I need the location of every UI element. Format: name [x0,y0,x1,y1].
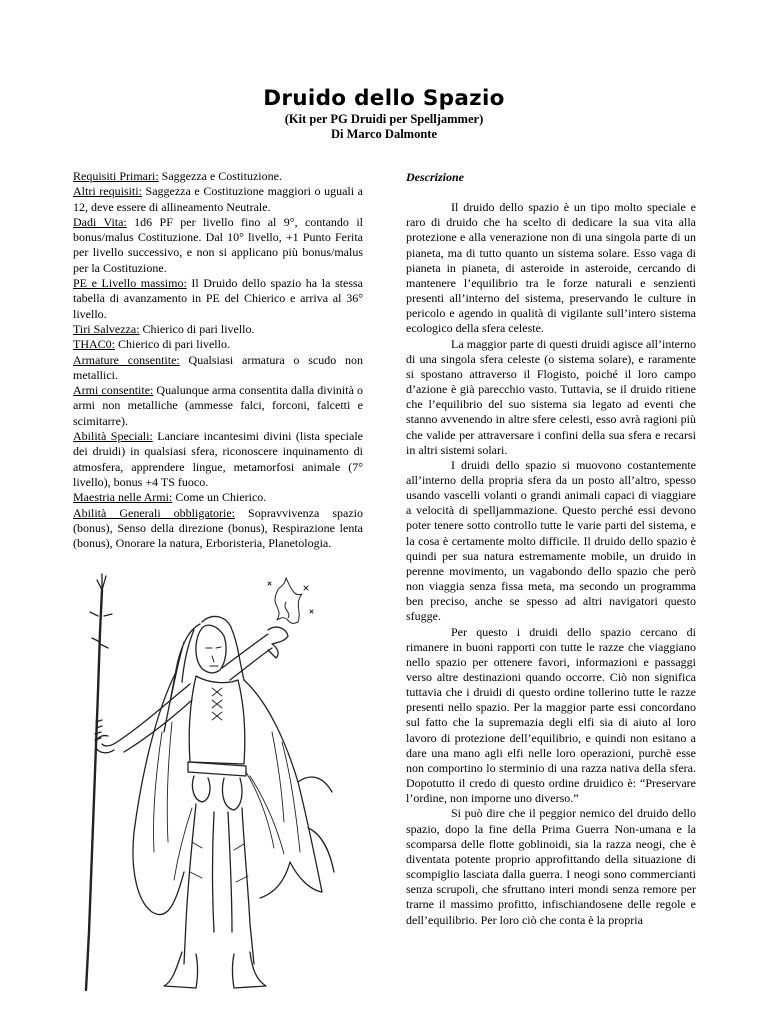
raised-arm [222,634,272,680]
staff-shaft [86,590,102,990]
requirement-label: Tiri Salvezza: [73,321,140,336]
druid-with-staff-illustration [72,572,344,992]
requirement-text: Qualsiasi armatura o scudo non metallici. [73,352,364,382]
left-hand [96,736,114,753]
requirement-weapons [73,383,363,429]
requirement-label: Maestria nelle Armi: [73,490,173,505]
requirement-other [73,184,363,215]
pouches [192,776,242,810]
requirement-text: Saggezza e Costituzione maggiori o uguali a 12, deve essere di allineamento Neutrale. [73,184,364,214]
requirement-text: Sopravvivenza spazio (bonus), Senso della direzione (bonus), Respirazione lenta (bonus), Onorare la natura, Erboristeria, Planetologia. [73,505,363,551]
description-heading: Descrizione [406,170,464,184]
page-title: Druido dello Spazio [263,86,505,111]
requirement-text: Qualunque arma consentita dalla divinità o armi non metalliche (ammesse falci, forconi, falcetti e scimitarre). [73,383,363,428]
requirement-label: Altri requisiti: [73,184,142,199]
face [206,647,221,666]
left-arm [102,684,192,752]
torso [189,676,245,764]
requirement-hit-dice [73,215,363,276]
requirement-weapon-mastery [73,490,363,505]
description-paragraph-3: I druidi dello spazio si muovono costantemente all’interno della propria sfera da un posto all’altro, spesso usando vascelli volanti o grandi animali capaci di viaggiare a velocità di spelljammazione. Questo perché essi devono poter tenere sotto controllo tutte le varie parti del sistema, e la cosa è certamente molto difficile. Il druido dello spazio è quindi per sua natura estremamente mobile, un druido in perenne movimento, un vagabondo dello spazio che però non viaggia senza fissa meta, ma secondo un programma ben preciso, anche se spesso ad altri navigatori questo sfugge. [406,457,696,624]
requirement-label: PE e Livello massimo: [73,276,187,291]
requirement-special-abilities [73,429,363,490]
requirement-label: THAC0: [73,337,115,352]
requirement-general-skills [73,506,363,552]
requirement-label: Abilità Generali obbligatorie: [73,505,235,520]
requirement-label: Abilità Speciali: [73,429,153,444]
chest-lacing [212,688,222,720]
requirement-primary [73,169,363,184]
requirements-column [73,169,363,551]
requirement-label: Requisiti Primari: [73,169,159,183]
description-paragraph-5: Si può dire che il peggior nemico del druido dello spazio, dopo la fine della Prima Guerra Non-umana e la scomparsa delle flotte goblinoidi, sia la razza neogi, che è diventata potente proprio approfittando della situazione di scompiglio lasciata dalla guerra. I neogi sono commercianti senza scrupoli, che sfruttano interi mondi senza remore per trarne il massimo profitto, infischiandosene delle regole e dell’equilibrio. Per loro ciò che conta è la propria [406,806,696,927]
requirement-thac0 [73,337,363,352]
boots [164,952,266,988]
requirement-saving-throws [73,322,363,337]
requirement-label: Armi consentite: [73,383,154,398]
requirement-text: Chierico di pari livello. [115,337,230,352]
requirement-text: Come un Chierico. [172,490,267,505]
requirement-text: 1d6 PF per livello fino al 9°, contando il bonus/malus Costituzione. Dal 10° livello, +1 Punto Ferita per livello successivo, e non si applicano più bonus/malus per la Costituzione. [73,214,363,275]
requirement-text: Saggezza e Costituzione. [158,169,282,183]
trouser-folds [190,842,248,882]
requirement-text: Lanciare incantesimi divini (lista speciale dei druidi) in qualsiasi sfera, riconoscere inquinamento di atmosfera, apprendere lingue, metamorfosi animale (7° livello), bonus +4 TS fuoco. [73,429,363,489]
requirement-text: Il Druido dello spazio ha la stessa tabella di avanzamento in PE del Chierico e arriva al 36° livello. [73,276,363,321]
raised-hand [268,627,288,658]
requirement-xp-level [73,276,363,322]
legs [184,804,254,964]
requirement-armor [73,353,363,384]
cloak [133,672,334,915]
requirement-text: Chierico di pari livello. [139,321,255,336]
description-paragraph-4: Per questo i druidi dello spazio cercano di rimanere in buoni rapporti con tutte le razze che viaggiano nello spazio per ottenere favori, informazioni e passaggi verso altre destinazioni quando occorre. Ciò non significa tuttavia che i druidi di questo ordine tollerino tutte le razze presenti nello spazio. Per la maggior parte essi concordano sul fatto che la supremazia degli elfi sia di aiuto al loro lavoro di protezione dell’equilibrio, e quindi non esitano a dare una mano agli elfi nelle loro operazioni, purchè esse non comportino lo sterminio di una razza nativa della sfera. Dopotutto il credo di questo ordine druidico è: “Preservare l’ordine, non imporne uno diverso.” [406,624,696,806]
description-column [406,170,696,928]
page-subtitle: (Kit per PG Druidi per Spelljammer) [284,112,484,126]
cloak-folds [153,722,300,852]
flame-icon [275,578,302,623]
description-paragraph-1: Il druido dello spazio è un tipo molto speciale e raro di druido che ha scelto di dedicare la sua vita alla protezione e alla venerazione non di una singola parte di un pianeta, ma di tutto quanto un sistema solare. Esso vaga di pianeta in pianeta, di asteroide in asteroide, cercando di mantenere l’equilibrio tra le forze naturali e senzienti presenti all’interno del sistema, preservando le culture in pericolo e agendo in qualità di vigilante sull’intero sistema ecologico della sfera celeste. [406,200,696,336]
author-line: Di Marco Dalmonte [331,127,437,141]
requirement-label: Armature consentite: [73,352,180,367]
description-paragraph-2: La maggior parte di questi druidi agisce all’interno di una singola sfera celeste (o sistema solare), e raramente si spostano attraverso il Flogisto, poiché il loro campo d’azione è già parecchio vasto. Tuttavia, se il druido ritiene che l’equilibrio del suo sistema sia legato ad eventi che stanno avvenendo in altre sfere celesti, esso avrà ragioni più che valide per attraversare i confini della sua sfera e recarsi in altri sistemi solari. [406,336,696,457]
requirement-label: Dadi Vita: [73,214,127,229]
